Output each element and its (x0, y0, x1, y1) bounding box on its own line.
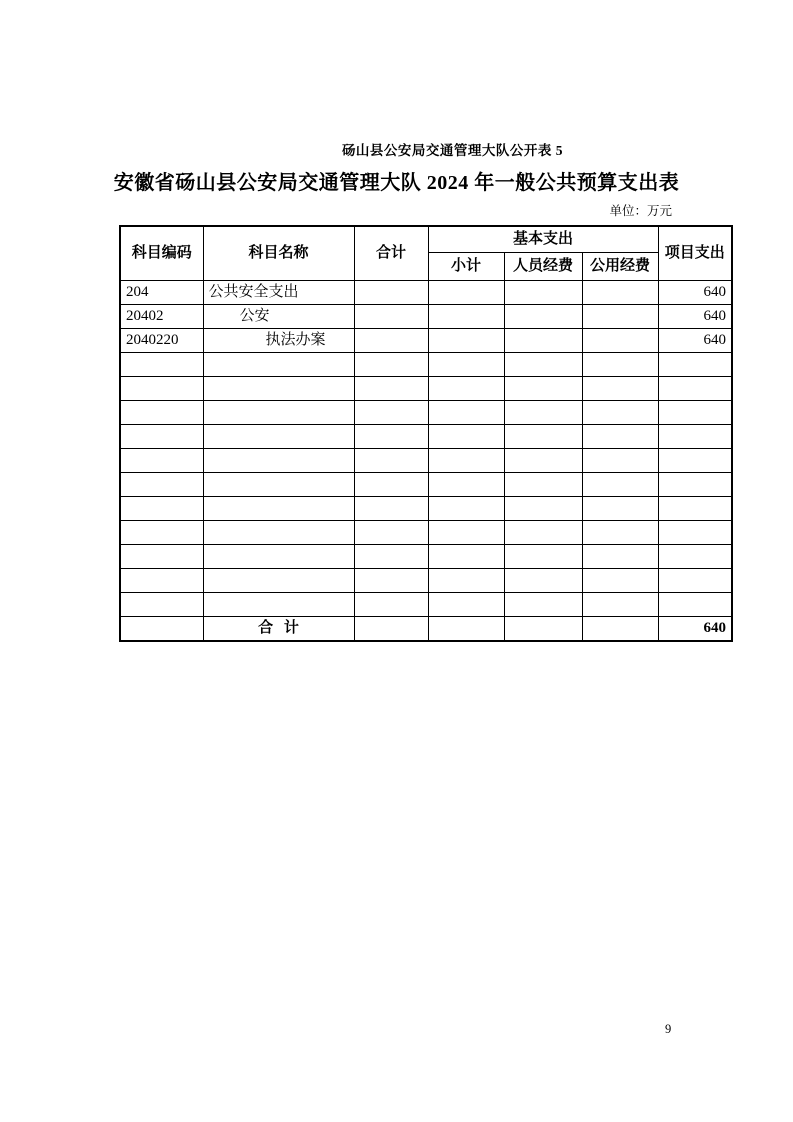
total-cell-project-expenditure: 640 (658, 617, 732, 642)
cell-subject-name (203, 425, 354, 449)
cell-public-funds (582, 545, 658, 569)
budget-table (119, 225, 733, 642)
cell-public-funds (582, 401, 658, 425)
cell-project-expenditure (658, 401, 732, 425)
cell-basic-subtotal (428, 353, 504, 377)
cell-basic-subtotal (428, 545, 504, 569)
cell-public-funds (582, 569, 658, 593)
cell-subject-code (120, 401, 203, 425)
cell-project-expenditure (658, 425, 732, 449)
table-row (120, 401, 732, 425)
page-number: 9 (665, 1022, 672, 1036)
cell-public-funds (582, 377, 658, 401)
unit-label: 单位：万元 (609, 204, 672, 218)
cell-grand-total (354, 449, 428, 473)
cell-public-funds (582, 305, 658, 329)
total-cell-public-funds (582, 617, 658, 642)
cell-personnel-funds (504, 545, 582, 569)
table-row (120, 497, 732, 521)
cell-grand-total (354, 281, 428, 305)
cell-basic-subtotal (428, 377, 504, 401)
cell-public-funds (582, 353, 658, 377)
cell-subject-code (120, 569, 203, 593)
cell-project-expenditure (658, 377, 732, 401)
table-row (120, 545, 732, 569)
cell-personnel-funds (504, 473, 582, 497)
cell-grand-total (354, 425, 428, 449)
cell-public-funds (582, 521, 658, 545)
cell-basic-subtotal (428, 569, 504, 593)
cell-personnel-funds (504, 449, 582, 473)
cell-basic-subtotal (428, 521, 504, 545)
cell-project-expenditure (658, 569, 732, 593)
cell-personnel-funds (504, 401, 582, 425)
table-row (120, 569, 732, 593)
cell-personnel-funds (504, 497, 582, 521)
col-header-subject-code: 科目编码 (120, 226, 203, 281)
cell-personnel-funds (504, 353, 582, 377)
cell-personnel-funds (504, 377, 582, 401)
total-row-label: 合 计 (203, 617, 354, 642)
cell-personnel-funds (504, 281, 582, 305)
table-row (120, 329, 732, 353)
cell-project-expenditure: 640 (658, 281, 732, 305)
cell-public-funds (582, 329, 658, 353)
cell-public-funds (582, 425, 658, 449)
cell-project-expenditure (658, 521, 732, 545)
cell-basic-subtotal (428, 449, 504, 473)
cell-subject-code (120, 353, 203, 377)
col-header-subtotal: 小计 (428, 253, 504, 281)
cell-basic-subtotal (428, 329, 504, 353)
cell-personnel-funds (504, 425, 582, 449)
cell-subject-code (120, 593, 203, 617)
cell-subject-name (203, 497, 354, 521)
cell-project-expenditure (658, 497, 732, 521)
cell-subject-code (120, 425, 203, 449)
cell-basic-subtotal (428, 425, 504, 449)
table-row (120, 521, 732, 545)
cell-grand-total (354, 305, 428, 329)
cell-personnel-funds (504, 329, 582, 353)
total-cell-basic-subtotal (428, 617, 504, 642)
cell-basic-subtotal (428, 281, 504, 305)
cell-grand-total (354, 377, 428, 401)
cell-public-funds (582, 449, 658, 473)
cell-subject-code (120, 377, 203, 401)
table-row (120, 473, 732, 497)
cell-project-expenditure (658, 449, 732, 473)
cell-public-funds (582, 497, 658, 521)
cell-basic-subtotal (428, 401, 504, 425)
col-header-basic-expenditure: 基本支出 (428, 226, 658, 253)
col-header-subject-name: 科目名称 (203, 226, 354, 281)
table-row (120, 305, 732, 329)
table-row (120, 377, 732, 401)
cell-subject-name (203, 449, 354, 473)
col-header-public-funds: 公用经费 (582, 253, 658, 281)
table-row (120, 353, 732, 377)
cell-public-funds (582, 473, 658, 497)
cell-basic-subtotal (428, 497, 504, 521)
cell-personnel-funds (504, 569, 582, 593)
total-cell-subject-code (120, 617, 203, 642)
cell-grand-total (354, 545, 428, 569)
cell-basic-subtotal (428, 593, 504, 617)
cell-project-expenditure (658, 473, 732, 497)
cell-basic-subtotal (428, 305, 504, 329)
cell-subject-code (120, 473, 203, 497)
cell-subject-code: 20402 (120, 305, 203, 329)
cell-subject-name (203, 353, 354, 377)
cell-project-expenditure (658, 545, 732, 569)
cell-subject-name (203, 377, 354, 401)
cell-subject-name: 执法办案 (203, 329, 354, 353)
cell-project-expenditure (658, 593, 732, 617)
document-header-note: 砀山县公安局交通管理大队公开表 5 (341, 143, 564, 158)
cell-subject-name (203, 401, 354, 425)
cell-subject-code: 204 (120, 281, 203, 305)
table-row (120, 425, 732, 449)
col-header-grand-total: 合计 (354, 226, 428, 281)
header-row-1 (120, 226, 732, 253)
cell-subject-code (120, 449, 203, 473)
page-title: 安徽省砀山县公安局交通管理大队 2024 年一般公共预算支出表 (113, 172, 680, 194)
cell-subject-name (203, 521, 354, 545)
cell-subject-name (203, 593, 354, 617)
cell-grand-total (354, 329, 428, 353)
total-row (120, 617, 732, 642)
table-row (120, 593, 732, 617)
cell-personnel-funds (504, 305, 582, 329)
cell-grand-total (354, 473, 428, 497)
cell-grand-total (354, 353, 428, 377)
cell-subject-code: 2040220 (120, 329, 203, 353)
total-cell-grand-total (354, 617, 428, 642)
cell-basic-subtotal (428, 473, 504, 497)
cell-subject-code (120, 545, 203, 569)
cell-project-expenditure (658, 353, 732, 377)
budget-table-body (120, 281, 732, 642)
table-row (120, 449, 732, 473)
cell-grand-total (354, 497, 428, 521)
cell-project-expenditure: 640 (658, 305, 732, 329)
cell-subject-name: 公共安全支出 (203, 281, 354, 305)
col-header-personnel-funds: 人员经费 (504, 253, 582, 281)
col-header-project-expenditure: 项目支出 (658, 226, 732, 281)
cell-grand-total (354, 593, 428, 617)
total-cell-personnel-funds (504, 617, 582, 642)
cell-subject-code (120, 521, 203, 545)
cell-subject-code (120, 497, 203, 521)
cell-subject-name: 公安 (203, 305, 354, 329)
cell-subject-name (203, 473, 354, 497)
cell-subject-name (203, 569, 354, 593)
cell-project-expenditure: 640 (658, 329, 732, 353)
cell-grand-total (354, 521, 428, 545)
cell-personnel-funds (504, 521, 582, 545)
table-row (120, 281, 732, 305)
cell-public-funds (582, 593, 658, 617)
cell-grand-total (354, 569, 428, 593)
budget-table-header (120, 226, 732, 281)
cell-grand-total (354, 401, 428, 425)
cell-subject-name (203, 545, 354, 569)
cell-public-funds (582, 281, 658, 305)
cell-personnel-funds (504, 593, 582, 617)
